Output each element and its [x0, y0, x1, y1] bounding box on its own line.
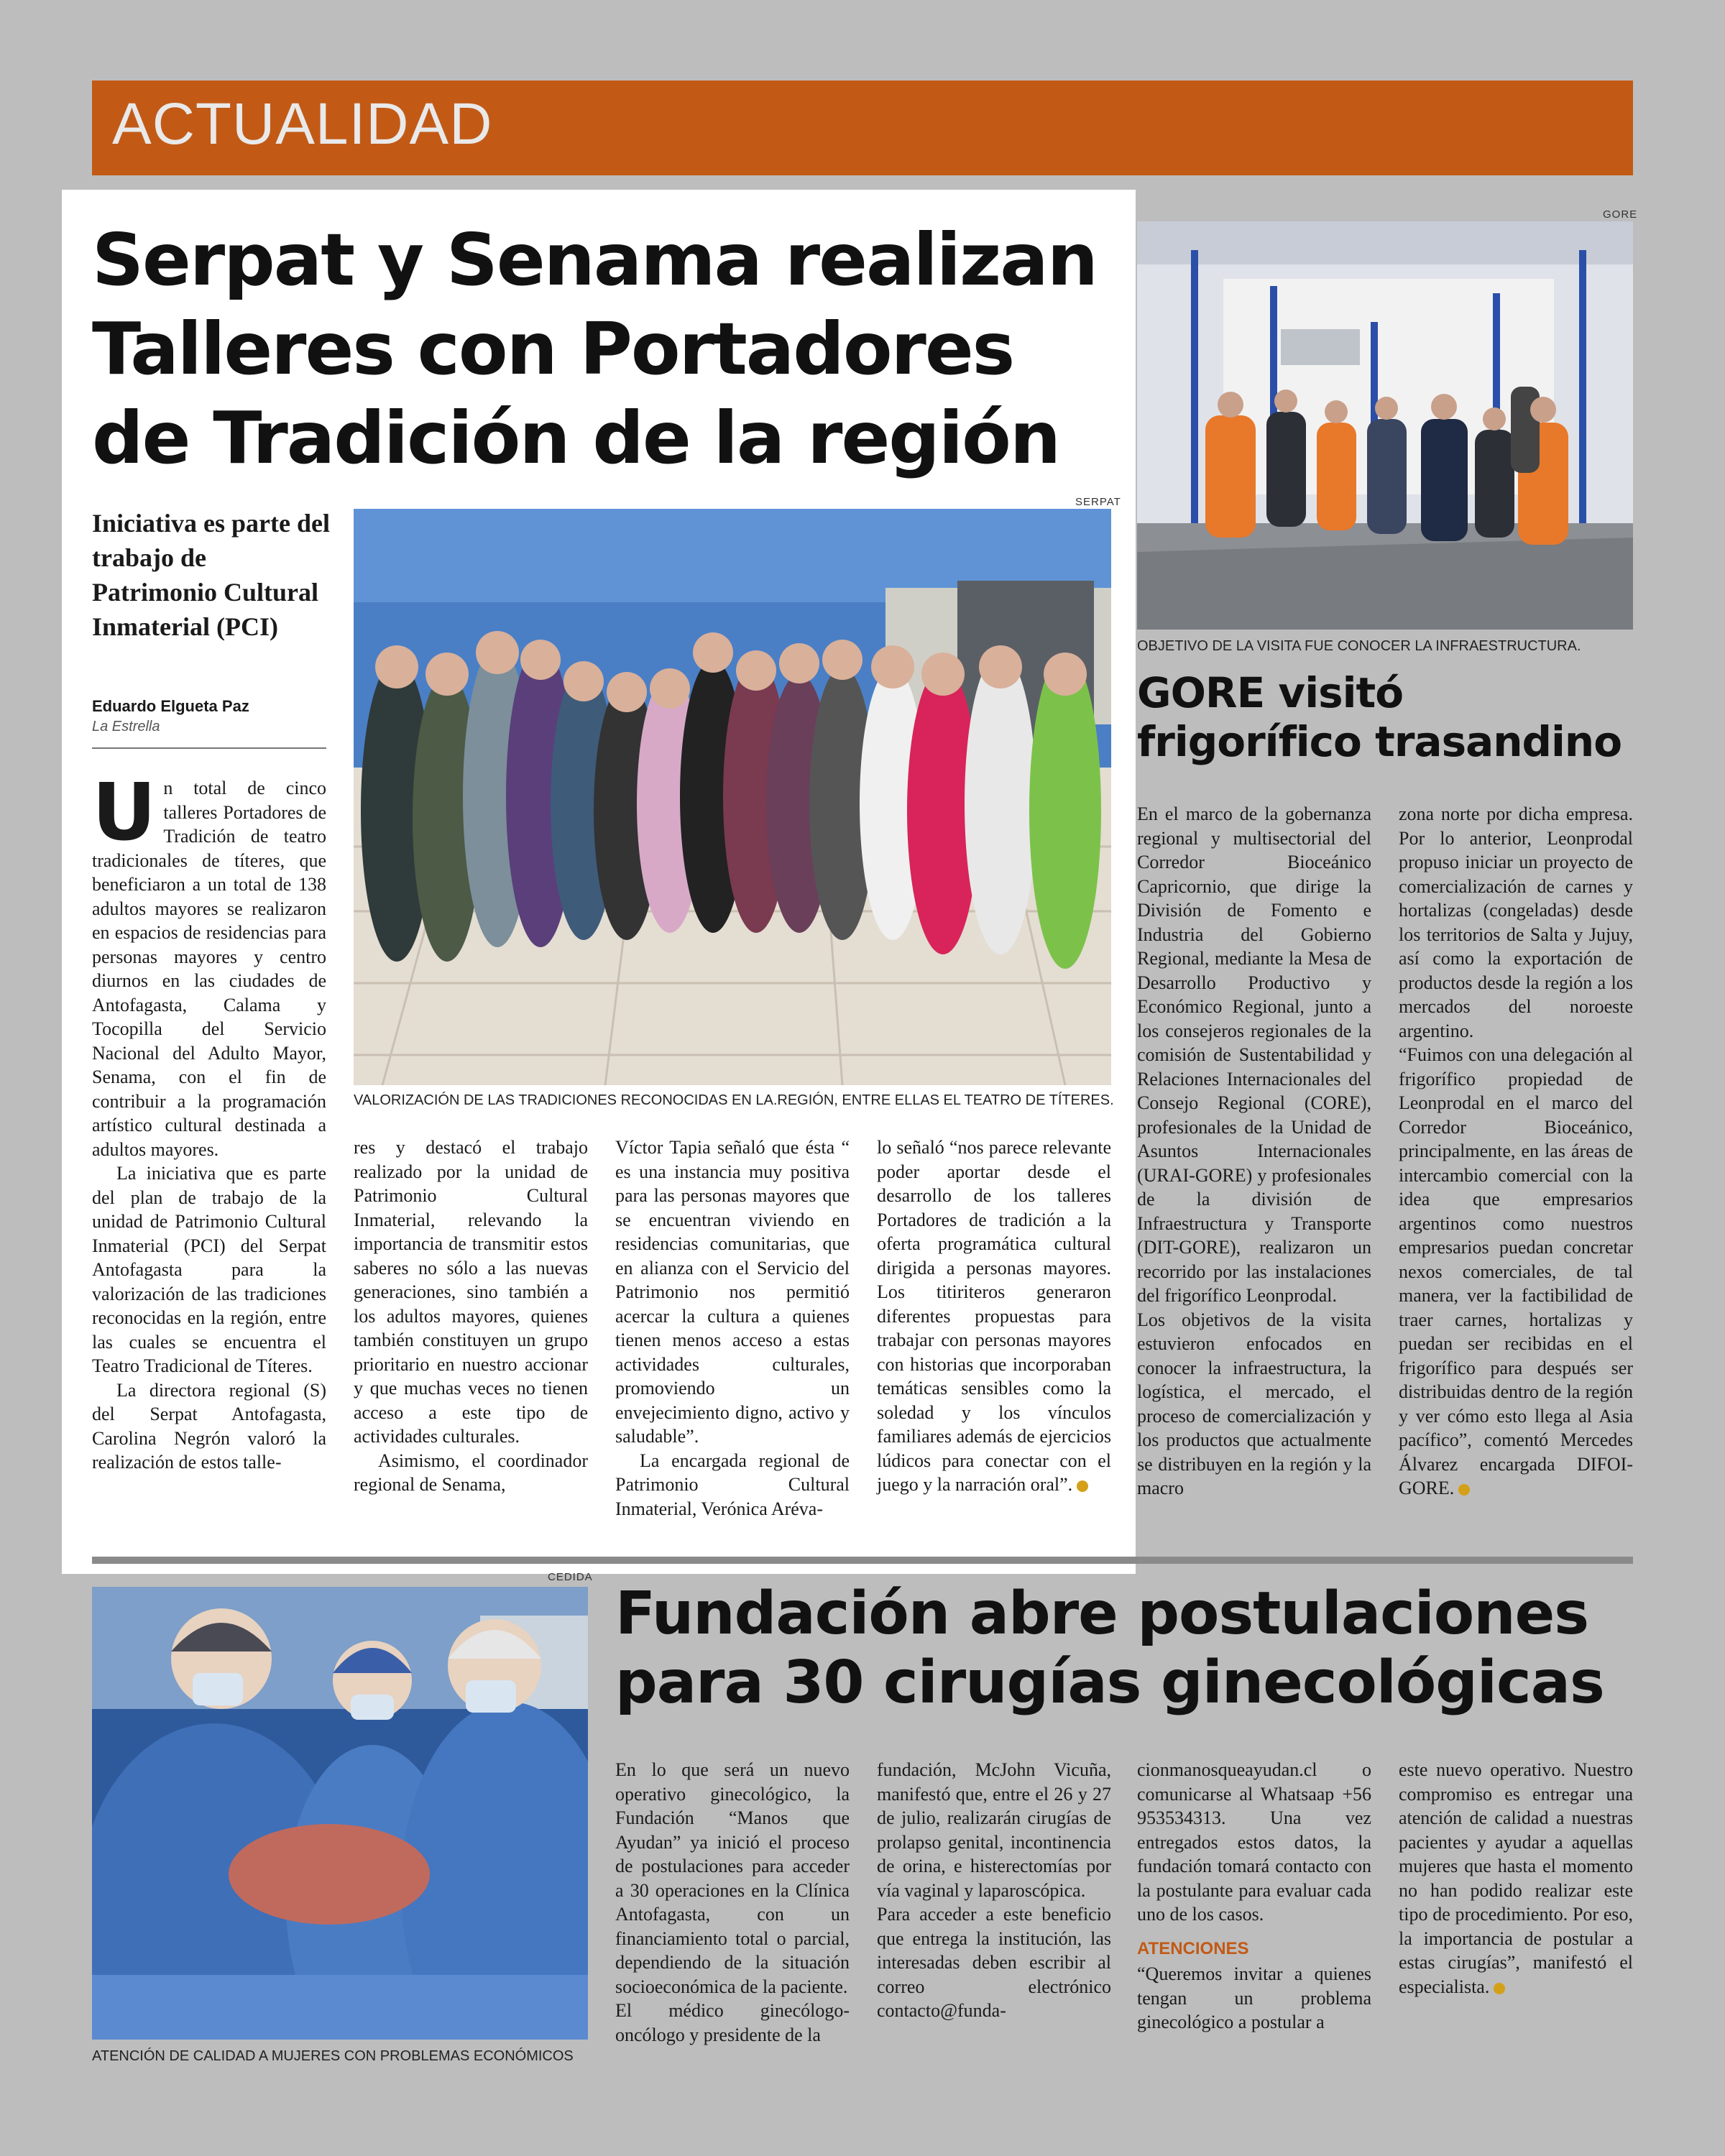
article1-photo-credit: SERPAT [1075, 496, 1121, 508]
article3-column-3 [1137, 1758, 1371, 2035]
group-photo-illustration [354, 509, 1111, 1085]
end-mark-icon [1494, 1983, 1505, 1994]
article1-deck: Iniciativa es parte del trabajo de Patrimonio Cultural Inmaterial (PCI) [92, 509, 330, 641]
end-mark-icon [1458, 1484, 1470, 1496]
article2-paragraph: Los objetivos de la visita estuvieron enfocados en conocer la infraestructura, la logística, el mercado, el proceso de comercialización y los productos que actualmente se distribuyen en la región y la macro [1137, 1309, 1371, 1498]
article3-paragraph: Para acceder a este beneficio que entrega la institución, las interesadas deben escribir al correo electrónico contacto@funda- [877, 1904, 1111, 2021]
article3-subhead: ATENCIONES [1137, 1938, 1249, 1958]
article1-column-2 [354, 1135, 588, 1497]
article3-headline: Fundación abre postulaciones para 30 cirugías ginecológicas [615, 1580, 1604, 1717]
section-header-bar [92, 80, 1633, 175]
article1-paragraph: La iniciativa que es parte del plan de trabajo de la unidad de Patrimonio Cultural Inmaterial (PCI) del Serpat Antofagasta para la valorización de las tradiciones reconocidas en la región, entre las cuales se encuentra el Teatro Tradicional de Títeres. [92, 1163, 326, 1376]
section-divider [92, 1557, 1633, 1564]
article2-column-2 [1399, 802, 1633, 1501]
article1-paragraph: n total de cinco talleres Portadores de Tradición de teatro tradicionales de títeres, que beneficiaron a un total de 138 adultos mayores se realizaron en espacios de residencias para personas mayores y centro diurnos en las ciudades de Antofagasta, Calama y Tocopilla del Servicio Nacional del Adulto Mayor, Senama, con el fin de contribuir a la programación artístico cultural destinada a adultos mayores. [92, 778, 326, 1160]
warehouse-photo [1137, 221, 1633, 630]
warehouse-photo-illustration [1137, 221, 1633, 630]
article3-column-1 [615, 1758, 850, 2047]
article3-column-4 [1399, 1758, 1633, 1999]
article1-column-1 [92, 766, 326, 1475]
dropcap: U [92, 766, 157, 858]
group-photo [354, 509, 1111, 1085]
article3-paragraph: fundación, McJohn Vicuña, manifestó que, entre el 26 y 27 de julio, realizarán cirugías de prolapso genital, incontinencia de orina, e histerectomías por vía vaginal y laparoscópica. [877, 1759, 1111, 1901]
article1-paragraph: lo señaló “nos parece relevante poder aportar desde el desarrollo de los talleres Portadores de tradición a la oferta programática cultural dirigida a personas mayores. Los titiriteros generaron diferentes propuestas para trabajar con personas mayores con historias que incorporaban temáticas sensibles como la soledad y los vínculos familiares además de ejercicios lúdicos para conectar con el juego y la narración oral”. [877, 1137, 1111, 1495]
article3-paragraph: cionmanosqueayudan.cl o comunicarse al Whatsaap +56 953534313. Una vez entregados estos datos, la fundación tomará contacto con la postulante para evaluar cada uno de los casos. [1137, 1759, 1371, 1925]
article3-photo-credit: CEDIDA [548, 1571, 593, 1583]
article2-photo-credit: GORE [1603, 208, 1638, 221]
article2-paragraph: “Fuimos con una delegación al frigorífico propiedad de Leonprodal en el marco del Corredor Bioceánico, principalmente, en las áreas de intercambio comercial con la idea que empresarios argentinos como nuestros empresarios puedan concretar nexos comerciales, de tal manera, ver la factibilidad de traer carnes, hortalizas y puedan ser recibidas en el frigorífico para después ser distribuidas dentro de la región y ver cómo esto llega al Asia pacífico”, comentó Mercedes Álvarez encargada DIFOI-GORE. [1399, 1044, 1633, 1498]
article3-paragraph: “Queremos invitar a quienes tengan un problema ginecológico a postular a [1137, 1963, 1371, 2032]
article3-paragraph: El médico ginecólogo-oncólogo y presidente de la [615, 2000, 850, 2045]
article1-paragraph: Asimismo, el coordinador regional de Senama, [354, 1450, 588, 1495]
surgery-photo-illustration [92, 1587, 588, 2040]
article1-paragraph: La encargada regional de Patrimonio Cultural Inmaterial, Verónica Aréva- [615, 1450, 850, 1519]
article1-outlet: La Estrella [92, 719, 160, 734]
article2-paragraph: zona norte por dicha empresa. Por lo anterior, Leonprodal propuso iniciar un proyecto de comercialización de carnes y hortalizas (congeladas) desde los territorios de Salta y Jujuy, así como la exportación de productos desde la región a los mercados del noroeste argentino. [1399, 803, 1633, 1041]
article2-caption: OBJETIVO DE LA VISITA FUE CONOCER LA INFRAESTRUCTURA. [1137, 638, 1581, 654]
end-mark-icon [1077, 1480, 1088, 1492]
article2-column-1 [1137, 802, 1371, 1501]
article1-caption: VALORIZACIÓN DE LAS TRADICIONES RECONOCIDAS EN LA.REGIÓN, ENTRE ELLAS EL TEATRO DE TÍTERES. [354, 1092, 1114, 1108]
article1-author: Eduardo Elgueta Paz [92, 697, 249, 715]
article2-paragraph: En el marco de la gobernanza regional y multisectorial del Corredor Bioceánico Capricornio, que dirige la División de Fomento e Industria del Gobierno Regional, mediante la Mesa de Desarrollo Productivo y Económico Regional, junto a los consejeros regionales de la comisión de Sustentabilidad y Relaciones Internacionales del Consejo Regional (CORE), profesionales de la Unidad de Asuntos Internacionales (URAI-GORE) y profesionales de la división de Infraestructura y Transporte (DIT-GORE), realizaron un recorrido por las instalaciones del frigorífico Leonprodal. [1137, 803, 1371, 1306]
article1-paragraph: La directora regional (S) del Serpat Antofagasta, Carolina Negrón valoró la realización de estos talle- [92, 1379, 326, 1473]
article3-caption: ATENCIÓN DE CALIDAD A MUJERES CON PROBLEMAS ECONÓMICOS [92, 2048, 574, 2064]
article1-paragraph: res y destacó el trabajo realizado por la unidad de Patrimonio Cultural Inmaterial, relevando la importancia de transmitir estos saberes no sólo a las nuevas generaciones, sino también a los adultos mayores, quienes también constituyen un grupo prioritario en nuestro accionar y que muchas veces no tienen acceso a este tipo de actividades culturales. [354, 1137, 588, 1447]
article3-column-2 [877, 1758, 1111, 2023]
section-label: ACTUALIDAD [112, 91, 493, 157]
deck-divider [92, 747, 326, 749]
article3-paragraph: En lo que será un nuevo operativo ginecológico, la Fundación “Manos que Ayudan” ya inició el proceso de postulaciones para acceder a 30 operaciones en la Clínica Antofagasta, con un financiamiento total o parcial, dependiendo de la situación socioeconómica de la paciente. [615, 1759, 850, 1997]
article3-paragraph: este nuevo operativo. Nuestro compromiso es entregar una atención de calidad a nuestras pacientes y ayudar a aquellas mujeres que hasta el momento no han podido realizar este tipo de procedimiento. Por eso, la importancia de postular a estas cirugías”, manifestó el especialista. [1399, 1759, 1633, 1997]
article1-column-3 [615, 1135, 850, 1521]
article1-column-4 [877, 1135, 1111, 1497]
article2-headline: GORE visitó frigorífico trasandino [1137, 668, 1622, 766]
article1-headline: Serpat y Senama realizan Talleres con Portadores de Tradición de la región [92, 218, 1097, 480]
surgery-photo [92, 1587, 588, 2040]
article1-paragraph: Víctor Tapia señaló que ésta “ es una instancia muy positiva para las personas mayores que se encuentran viviendo en residencias comunitarias, que en alianza con el Servicio del Patrimonio nos permitió acercar la cultura a quienes tienen menos acceso a estas actividades culturales, promoviendo un envejecimiento digno, activo y saludable”. [615, 1137, 850, 1447]
